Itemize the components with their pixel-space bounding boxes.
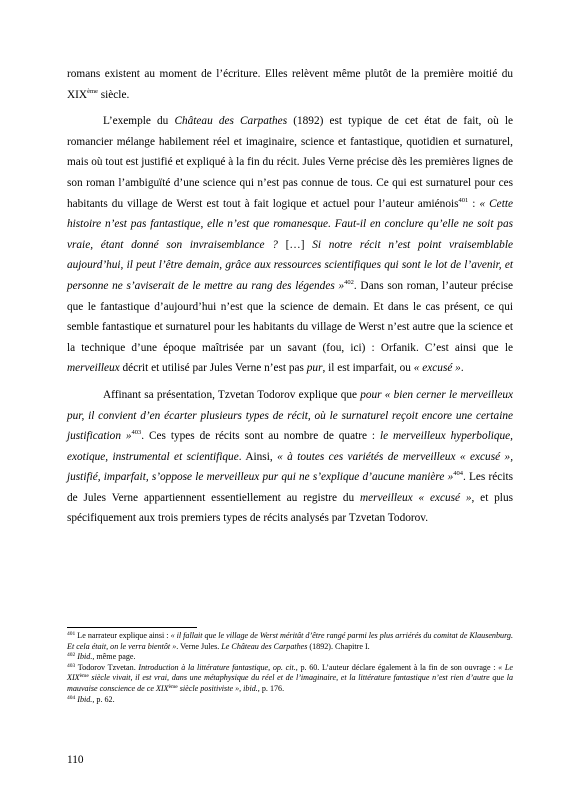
footnote-401 xyxy=(67,631,513,652)
italic-title: Introduction à la littérature fantastique, op. cit. xyxy=(138,662,296,672)
text-span: . Dans son roman, l’auteur précise que le fantastique d’aujourd’hui n’est que la science de demain. Et dans le cas présent, ce qui semble fantastique et surnaturel pour les habitants du village de Werst n’est autre que la science et la technique d’une époque maîtrisée par un savant (fou, ici) : Orfanik. C’est ainsi que le xyxy=(67,279,513,354)
text-span: (1892) est typique de cet état de fait, où le romancier mélange habilement réel et imaginaire, science et fantastique, quotidien et surnaturel, mais où tout est justifié et expliqué à la fin du récit. Jules Verne précise dès les premières lignes de son roman l’ambiguïté d’une science qui n’est pas connue de tous. Ce qui est surnaturel pour ces habitants du village de Werst est tout à fait logique et actuel pour l’auteur amiénois xyxy=(67,115,513,210)
italic-term: le merveilleux hyperbolique, exotique, instrumental et scientifique xyxy=(67,430,514,463)
italic-quote: siècle vivait, il est vrai, dans une métaphysique du réel et de l’imaginaire, et la littérature fantastique n’est rien d’autre que la mauvaise conscience de ce XIX xyxy=(67,673,513,693)
text-span: Todorov Tzvetan. xyxy=(75,662,139,672)
italic-quote: « il fallait que le village de Werst méritât d’être rangé parmi les plus arriérés du comitat de Klausenburg. Et cela était, on le verra bientôt » xyxy=(67,631,513,651)
text-span: , p. 176. xyxy=(257,683,285,693)
footnote-403 xyxy=(67,663,513,695)
footnote-ref-402[interactable]: 402 xyxy=(344,278,354,286)
page-number: 110 xyxy=(67,754,84,766)
text-span: , p. 62. xyxy=(92,694,115,704)
text-span: romans existent au moment de l’écriture. Elles relèvent même plutôt de la première moitié du XIX xyxy=(67,68,513,101)
text-span: L’exemple du xyxy=(103,115,175,128)
italic-title: Le Château des Carpathes xyxy=(221,641,308,651)
italic-ref: Ibid. xyxy=(77,652,93,662)
italic-quote: « à toutes ces variétés de merveilleux « excusé », justifié, imparfait, s’oppose le merveilleux pur qui ne s’explique d’aucune manière » xyxy=(67,450,514,484)
footnote-number: 404 xyxy=(67,694,76,701)
italic-term: pur xyxy=(306,362,323,375)
superscript: ème xyxy=(168,683,178,690)
footnote-ref-404[interactable]: 404 xyxy=(453,470,463,478)
text-span: Le narrateur explique ainsi : xyxy=(75,631,171,640)
italic-quote: pour « bien cerner le merveilleux pur, il convient d’en écarter plusieurs types de récit, où le surnaturel reçoit encore une certaine justification » xyxy=(67,388,514,443)
italic-quote: siècle positiviste » xyxy=(177,683,240,693)
italic-term: merveilleux « excusé » xyxy=(359,491,472,504)
italic-ref: Ibid. xyxy=(75,694,93,704)
text-span: . Ainsi, xyxy=(238,450,278,463)
text-span: : xyxy=(468,197,480,210)
paragraph-3 xyxy=(67,385,513,529)
text-span: , xyxy=(239,683,244,693)
text-span: Affinant sa présentation, Tzvetan Todorov explique que xyxy=(103,388,361,401)
main-text xyxy=(67,64,513,529)
italic-title: Château des Carpathes xyxy=(174,115,288,128)
italic-term: merveilleux xyxy=(67,362,120,375)
footnote-number: 401 xyxy=(67,631,76,637)
text-span: siècle. xyxy=(97,88,130,101)
text-span: (1892). Chapitre I. xyxy=(307,641,370,651)
footnote-ref-403[interactable]: 403 xyxy=(131,429,142,437)
footnote-ref-401[interactable]: 401 xyxy=(458,196,469,204)
superscript: ème xyxy=(87,87,98,95)
text-span: . Verne Jules. xyxy=(176,641,222,651)
italic-quote: « Le XIX xyxy=(67,662,513,683)
text-span: , même page. xyxy=(92,652,136,662)
text-span: décrit et utilisé par Jules Verne n’est pas xyxy=(119,362,307,375)
footnotes xyxy=(67,631,513,705)
footnote-separator xyxy=(67,627,197,628)
footnote-number: 402 xyxy=(67,652,76,659)
italic-quote: Si notre récit n’est point vraisemblable aujourd’hui, il peut l’être demain, grâce aux ressources scientifiques qui sont le lot de l’avenir, et personne ne s’aviserait de le mettre au rang des légendes » xyxy=(67,238,513,292)
text-span: […] xyxy=(277,238,313,251)
text-span: , et plus spécifiquement aux trois premiers types de récits analysés par Tzvetan Todorov. xyxy=(67,491,513,525)
italic-ref: ibid. xyxy=(243,683,258,693)
text-span: . xyxy=(460,362,464,375)
text-span: . Les récits de Jules Verne appartiennent essentiellement au registre du xyxy=(67,471,513,504)
text-span: , il est imparfait, ou xyxy=(322,362,414,375)
paragraph-1 xyxy=(67,64,513,105)
text-span: . Ces types de récits sont au nombre de quatre : xyxy=(141,430,380,443)
footnote-402 xyxy=(67,652,513,663)
text-span: , p. 60. L’auteur déclare également à la fin de son ouvrage : xyxy=(295,662,499,672)
paragraph-2 xyxy=(67,111,513,379)
italic-quote: « Cette histoire n’est pas fantastique, elle n’est que romanesque. Faut-il en conclure qu’elle ne soit pas vraie, étant donné son invraisemblance ? xyxy=(67,197,513,251)
superscript: ème xyxy=(79,673,89,680)
footnote-number: 403 xyxy=(67,662,76,669)
italic-term: « excusé » xyxy=(413,362,461,375)
footnote-404 xyxy=(67,695,513,706)
